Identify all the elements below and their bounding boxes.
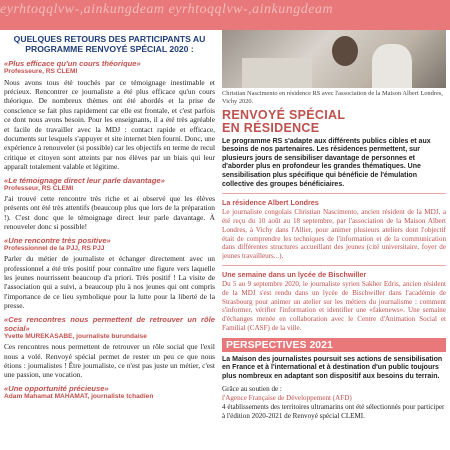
testimonial-author: Professionnel de la PJJ, RS PJJ (4, 244, 105, 252)
residence-intro: Le programme RS s'adapte aux différents publics cibles et aux besoins de nos partenaires. Les résidences permettent, sur plusieurs jours de sensibiliser davantage de personnes et d'aborder plus en profondeur les grandes thématiques. Une sensibilisation plus spécifique qui bénéficie de l'émulation collective des groupes bénéficiaires. (222, 137, 431, 188)
albert-londres-body: Le journaliste congolais Christian Nascimento, ancien résident de la MDJ, a été reçu du 10 août au 18 septembre, par l'association de la Maison Albert Londres, à Vichy dans l'Allier, pour animer plusieurs ateliers dont l'objectif était de comprendre les techniques de l'information et de la communication dans différentes structures accueillant des jeunes (cité universitaire, foyer de jeunes travailleurs...). (222, 208, 446, 261)
participants-heading: QUELQUES RETOURS DES PARTICIPANTS AU PROGRAMME RENVOYÉ SPÉCIAL 2020 : (13, 34, 206, 54)
section-title-line-2: EN RÉSIDENCE (222, 120, 320, 135)
testimonial-body: Ces rencontres nous permettent de retrouver un rôle social que l'exil nous a volé. Renvoyé spécial permet de rester un peu ce que nous étions : journalistes ! Être journaliste, ce n'est pas juste un métier, c'est une passion, une vocation. (4, 342, 215, 380)
testimonial-quote: «Une rencontre très positive» (4, 235, 111, 245)
section-title-residence (222, 109, 446, 135)
divider (222, 193, 446, 194)
testimonial-quote: «Le témoignage direct leur parle davantage» (4, 175, 165, 185)
testimonial (4, 176, 215, 232)
testimonial-author: Adam Mahamat MAHAMAT, journaliste tchadien (4, 392, 154, 400)
testimonial-author: Yvette MUREKASABE, journaliste burundaise (4, 332, 147, 340)
top-banner (0, 0, 450, 30)
perspectives-support-label: Grâce au soutien de : (222, 385, 282, 394)
testimonial (4, 236, 215, 311)
testimonial-body: J'ai trouvé cette rencontre très riche et ai observé que les élèves présents ont été très attentifs (beaucoup plus que lors de la préparation !). C'est donc que le témoignage direct leur parle davantage. À renouveler donc si possible! (4, 194, 215, 232)
testimonial (4, 384, 215, 402)
testimonials-list (4, 59, 215, 401)
testimonial (4, 315, 215, 380)
participants-column (0, 30, 215, 450)
testimonial-author: Professeur, RS CLEMI (4, 184, 74, 192)
subhead-bischwiller: Une semaine dans un lycée de Bischwiller (222, 269, 367, 279)
perspectives-body (222, 385, 446, 420)
afd-link[interactable]: l'Agence Française de Développement (AFD) (222, 394, 352, 403)
top-banner-text: eyrhtoqqlvw-,ainkungdeam eyrhtoqqlvw-,ainkungdeam (0, 2, 334, 17)
bischwiller-body: Du 5 au 9 septembre 2020, le journaliste syrien Sakher Edris, ancien résident de la MDJ s'est rendu dans un lycée de Bischwiller dans l'académie de Strasbourg pour animer un atelier sur les métiers du journalisme : comment s'informer, vérifier l'information et identifier une «fakenews». Une semaine d'échanges menée en collaboration avec le Centre d'Animation Social et Familial (CASF) de la ville. (222, 279, 446, 332)
testimonial-author: Professeure, RS CLEMI (4, 68, 78, 75)
subhead-albert-londres: La résidence Albert Londres (222, 198, 319, 208)
divider (222, 265, 446, 266)
section-title-line-1: RENVOYÉ SPÉCIAL (222, 107, 346, 122)
testimonial-body: Parler du métier de journaliste et échanger directement avec un professionnel a été très positif pour connaître une figure vers laquelle les jeunes nourrissent beaucoup d'a priori. Très positif ! La visite de l'association qui a suivi, a beaucoup plu à nos jeunes qui ont compris l'importance de ce lieu symbolique pour la lutte pour la liberté de la presse. (4, 254, 215, 311)
perspectives-title: PERSPECTIVES 2021 (222, 338, 446, 352)
residence-photo (222, 30, 446, 88)
testimonial-quote: «Une opportunité précieuse» (4, 383, 109, 393)
testimonial (4, 59, 215, 172)
perspectives-details: 4 établissements des territoires ultramarins ont été sélectionnés pour participer à l'édition 2020-2021 de Renvoyé spécial CLEMI. (222, 402, 445, 420)
testimonial-body: Nous avons tous été touchés par ce témoignage inestimable et précieux. Rencontrer ce journaliste a été plus efficace qu'un cours théorique. De nombreux thèmes ont été abordés et la prise de conscience se fait plus rapidement car elle est frontale, et c'est parfois ce dont nous avons besoin. Pour les enseignants, il a été très agréable et facile de travailler avec la MDJ : contact rapide et efficace, documents sur lesquels s'appuyer et site internet bien fourni. Donc, une expérience à renouveler (si possible) car les objectifs en terme de recul critique et citoyen sont atteints par nos élèves par un biais qui leur apparaît totalement valable et légitime. (4, 77, 215, 172)
testimonial-quote: «Ces rencontres nous permettent de retrouver un rôle social» (4, 314, 215, 333)
photo-caption: Christian Nascimento en résidence RS avec l'association de la Maison Albert Londres, Vichy 2020. (222, 90, 443, 105)
residence-column (222, 30, 446, 450)
testimonial-quote: «Plus efficace qu'un cours théorique» (4, 59, 141, 68)
perspectives-intro: La Maison des journalistes poursuit ses actions de sensibilisation en France et à l'international et à destination d'un public toujours plus nombreux en adaptant son dispositif aux besoins du terrain. (222, 355, 443, 380)
